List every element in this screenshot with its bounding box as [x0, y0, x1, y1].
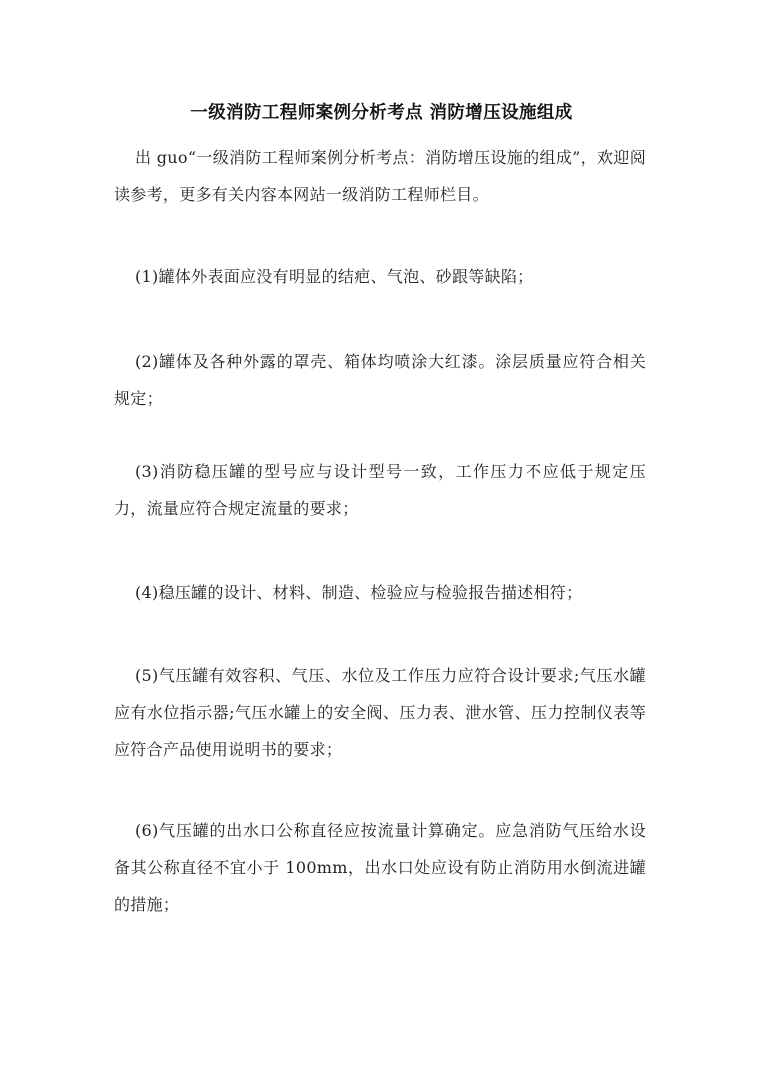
list-item: [114, 258, 646, 295]
list-item: [114, 574, 646, 611]
intro-paragraph: 出 guo“一级消防工程师案例分析考点：消防增压设施的组成”，欢迎阅读参考，更多有关内容本网站一级消防工程师栏目。: [114, 148, 646, 204]
item-6-text: (6)气压罐的出水口公称直径应按流量计算确定。应急消防气压给水设备其公称直径不宜小于 100mm，出水口处应设有防止消防用水倒流进罐的措施；: [114, 821, 646, 914]
item-4-text: (4)稳压罐的设计、材料、制造、检验应与检验报告描述相符；: [135, 583, 583, 602]
document-title: 一级消防工程师案例分析考点 消防增压设施组成: [190, 103, 573, 123]
item-2-text: (2)罐体及各种外露的罩壳、箱体均喷涂大红漆。涂层质量应符合相关规定；: [114, 352, 646, 408]
item-1-text: (1)罐体外表面应没有明显的结疤、气泡、砂跟等缺陷；: [135, 267, 534, 286]
list-item: [114, 812, 646, 923]
list-item: [114, 343, 646, 417]
list-item: [114, 657, 646, 768]
intro-paragraph-block: [114, 139, 646, 213]
item-5-text: (5)气压罐有效容积、气压、水位及工作压力应符合设计要求;气压水罐应有水位指示器;气压水罐上的安全阀、压力表、泄水管、压力控制仪表等应符合产品使用说明书的要求；: [114, 666, 646, 759]
list-item: [114, 453, 646, 527]
item-3-text: (3)消防稳压罐的型号应与设计型号一致，工作压力不应低于规定压力，流量应符合规定流量的要求；: [114, 462, 646, 518]
